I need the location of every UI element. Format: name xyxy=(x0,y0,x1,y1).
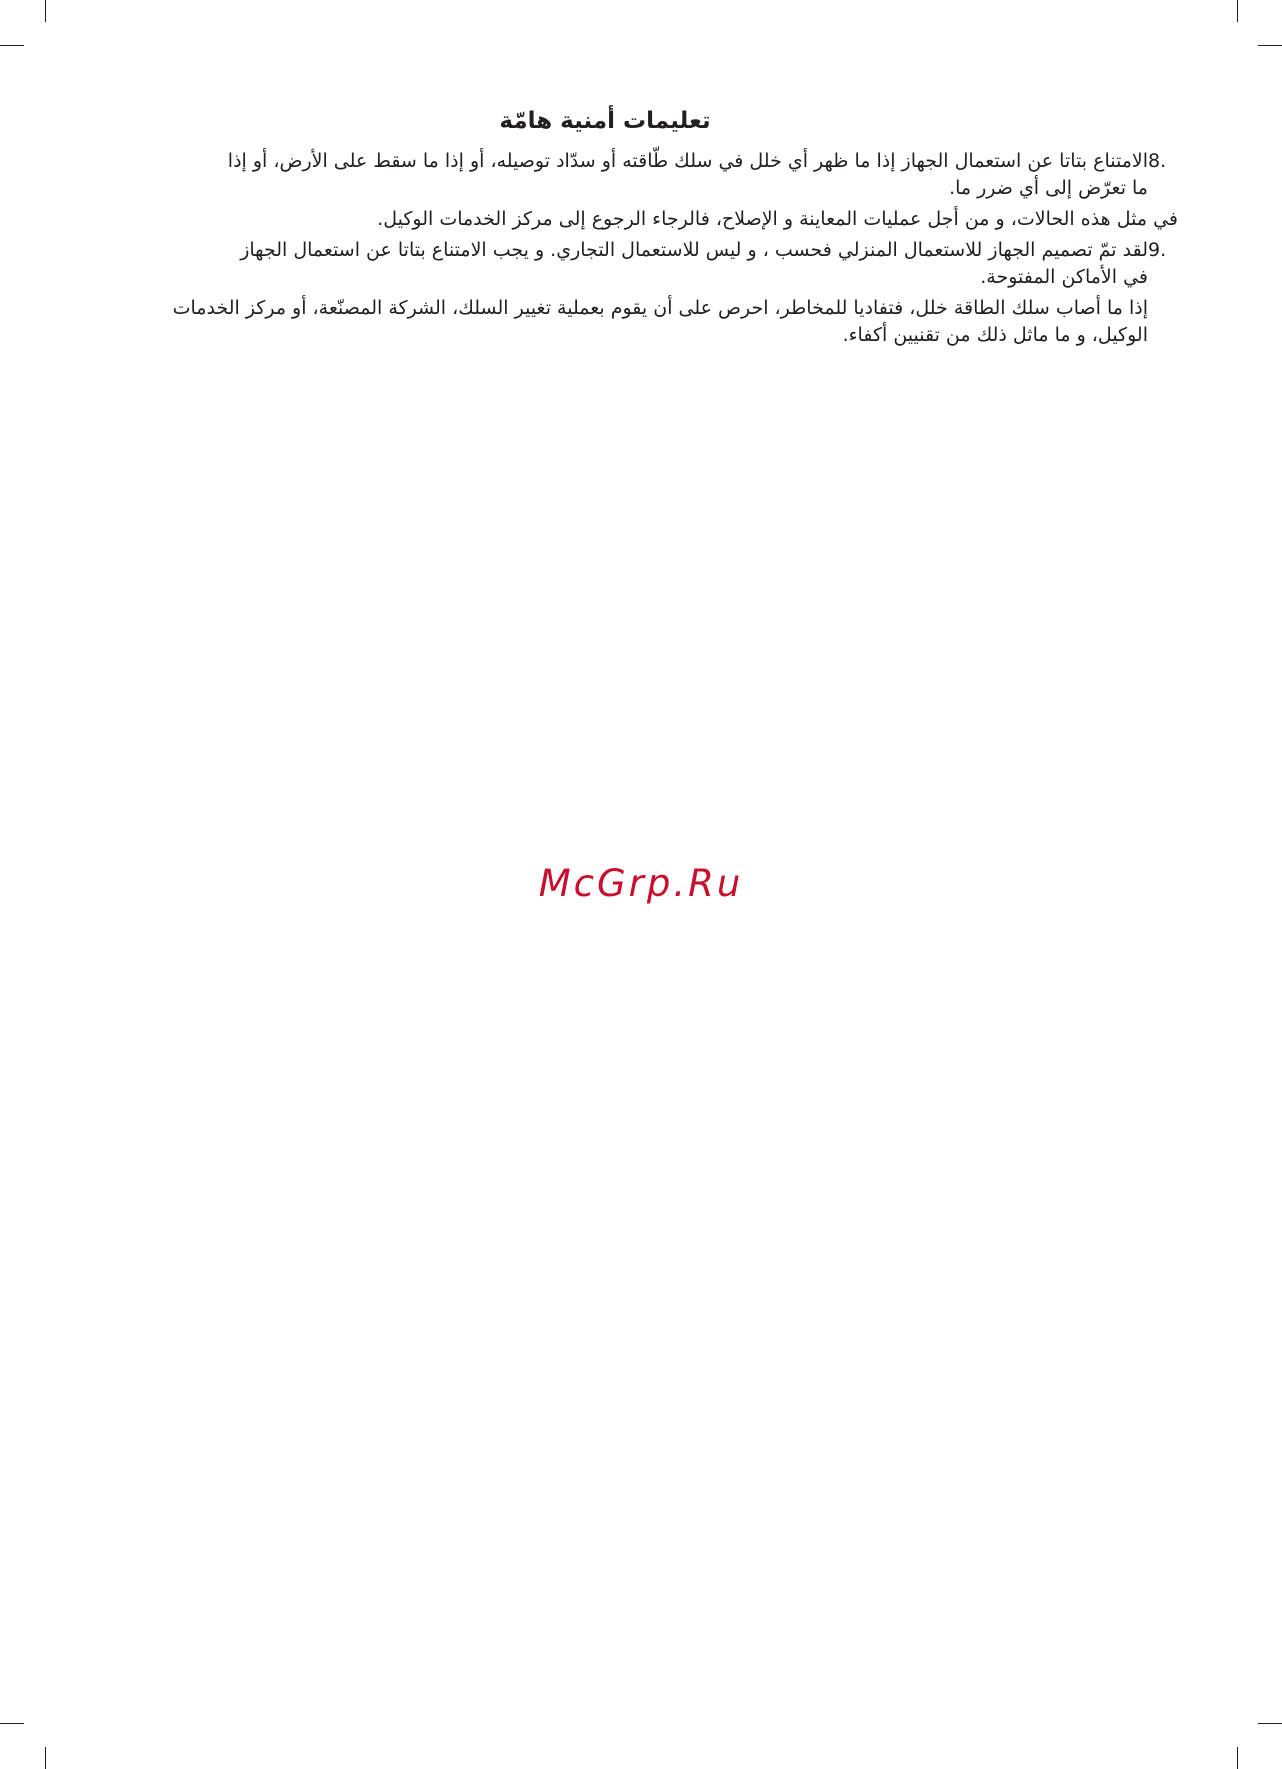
watermark-logo: McGrp.Ru xyxy=(538,862,744,905)
crop-mark-top-right xyxy=(1237,0,1238,22)
item-number: 8. xyxy=(1148,150,1167,172)
item-text-line2: ما تعرّض إلى أي ضرر ما. xyxy=(949,177,1148,199)
safety-instructions xyxy=(96,108,1178,349)
crop-mark-bottom-left xyxy=(45,1747,46,1769)
crop-mark-bottom-right xyxy=(1237,1747,1238,1769)
page-title: تعليمات أمنية هامّة xyxy=(499,108,711,134)
crop-mark-bottom-right-h xyxy=(1258,1723,1282,1724)
item-number: 9. xyxy=(1148,239,1167,261)
item-text-line1: لقد تمّ تصميم الجهاز للاستعمال المنزلي فحسب ، و ليس للاستعمال التجاري. و يجب الامتناع بتاتا عن استعمال الجهاز xyxy=(240,239,1148,261)
crop-mark-top-right-h xyxy=(1258,45,1282,46)
item-text-line1: الامتناع بتاتا عن استعمال الجهاز إذا ما ظهر أي خلل في سلك طّاقته أو سدّاد توصيله، أو إذا ما سقط على الأرض، أو إذا xyxy=(227,150,1148,172)
crop-mark-bottom-left-h xyxy=(0,1723,24,1724)
instruction-item-8 xyxy=(96,148,1178,175)
instruction-item-9 xyxy=(96,237,1178,264)
crop-mark-top-left-h xyxy=(0,45,24,46)
item-note: إذا ما أصاب سلك الطاقة خلل، فتفاديا للمخاطر، احرص على أن يقوم بعملية تغيير السلك، الشركة المصنّعة، أو مركز الخدمات الوكيل، و ما ماثل ذلك من تقنيين أكفاء. xyxy=(172,297,1148,346)
item-note: في مثل هذه الحالات، و من أجل عمليات المعاينة و الإصلاح، فالرجاء الرجوع إلى مركز الخدمات الوكيل. xyxy=(377,208,1178,230)
item-text-line2: في الأماكن المفتوحة. xyxy=(980,266,1148,288)
crop-mark-top-left xyxy=(45,0,46,22)
